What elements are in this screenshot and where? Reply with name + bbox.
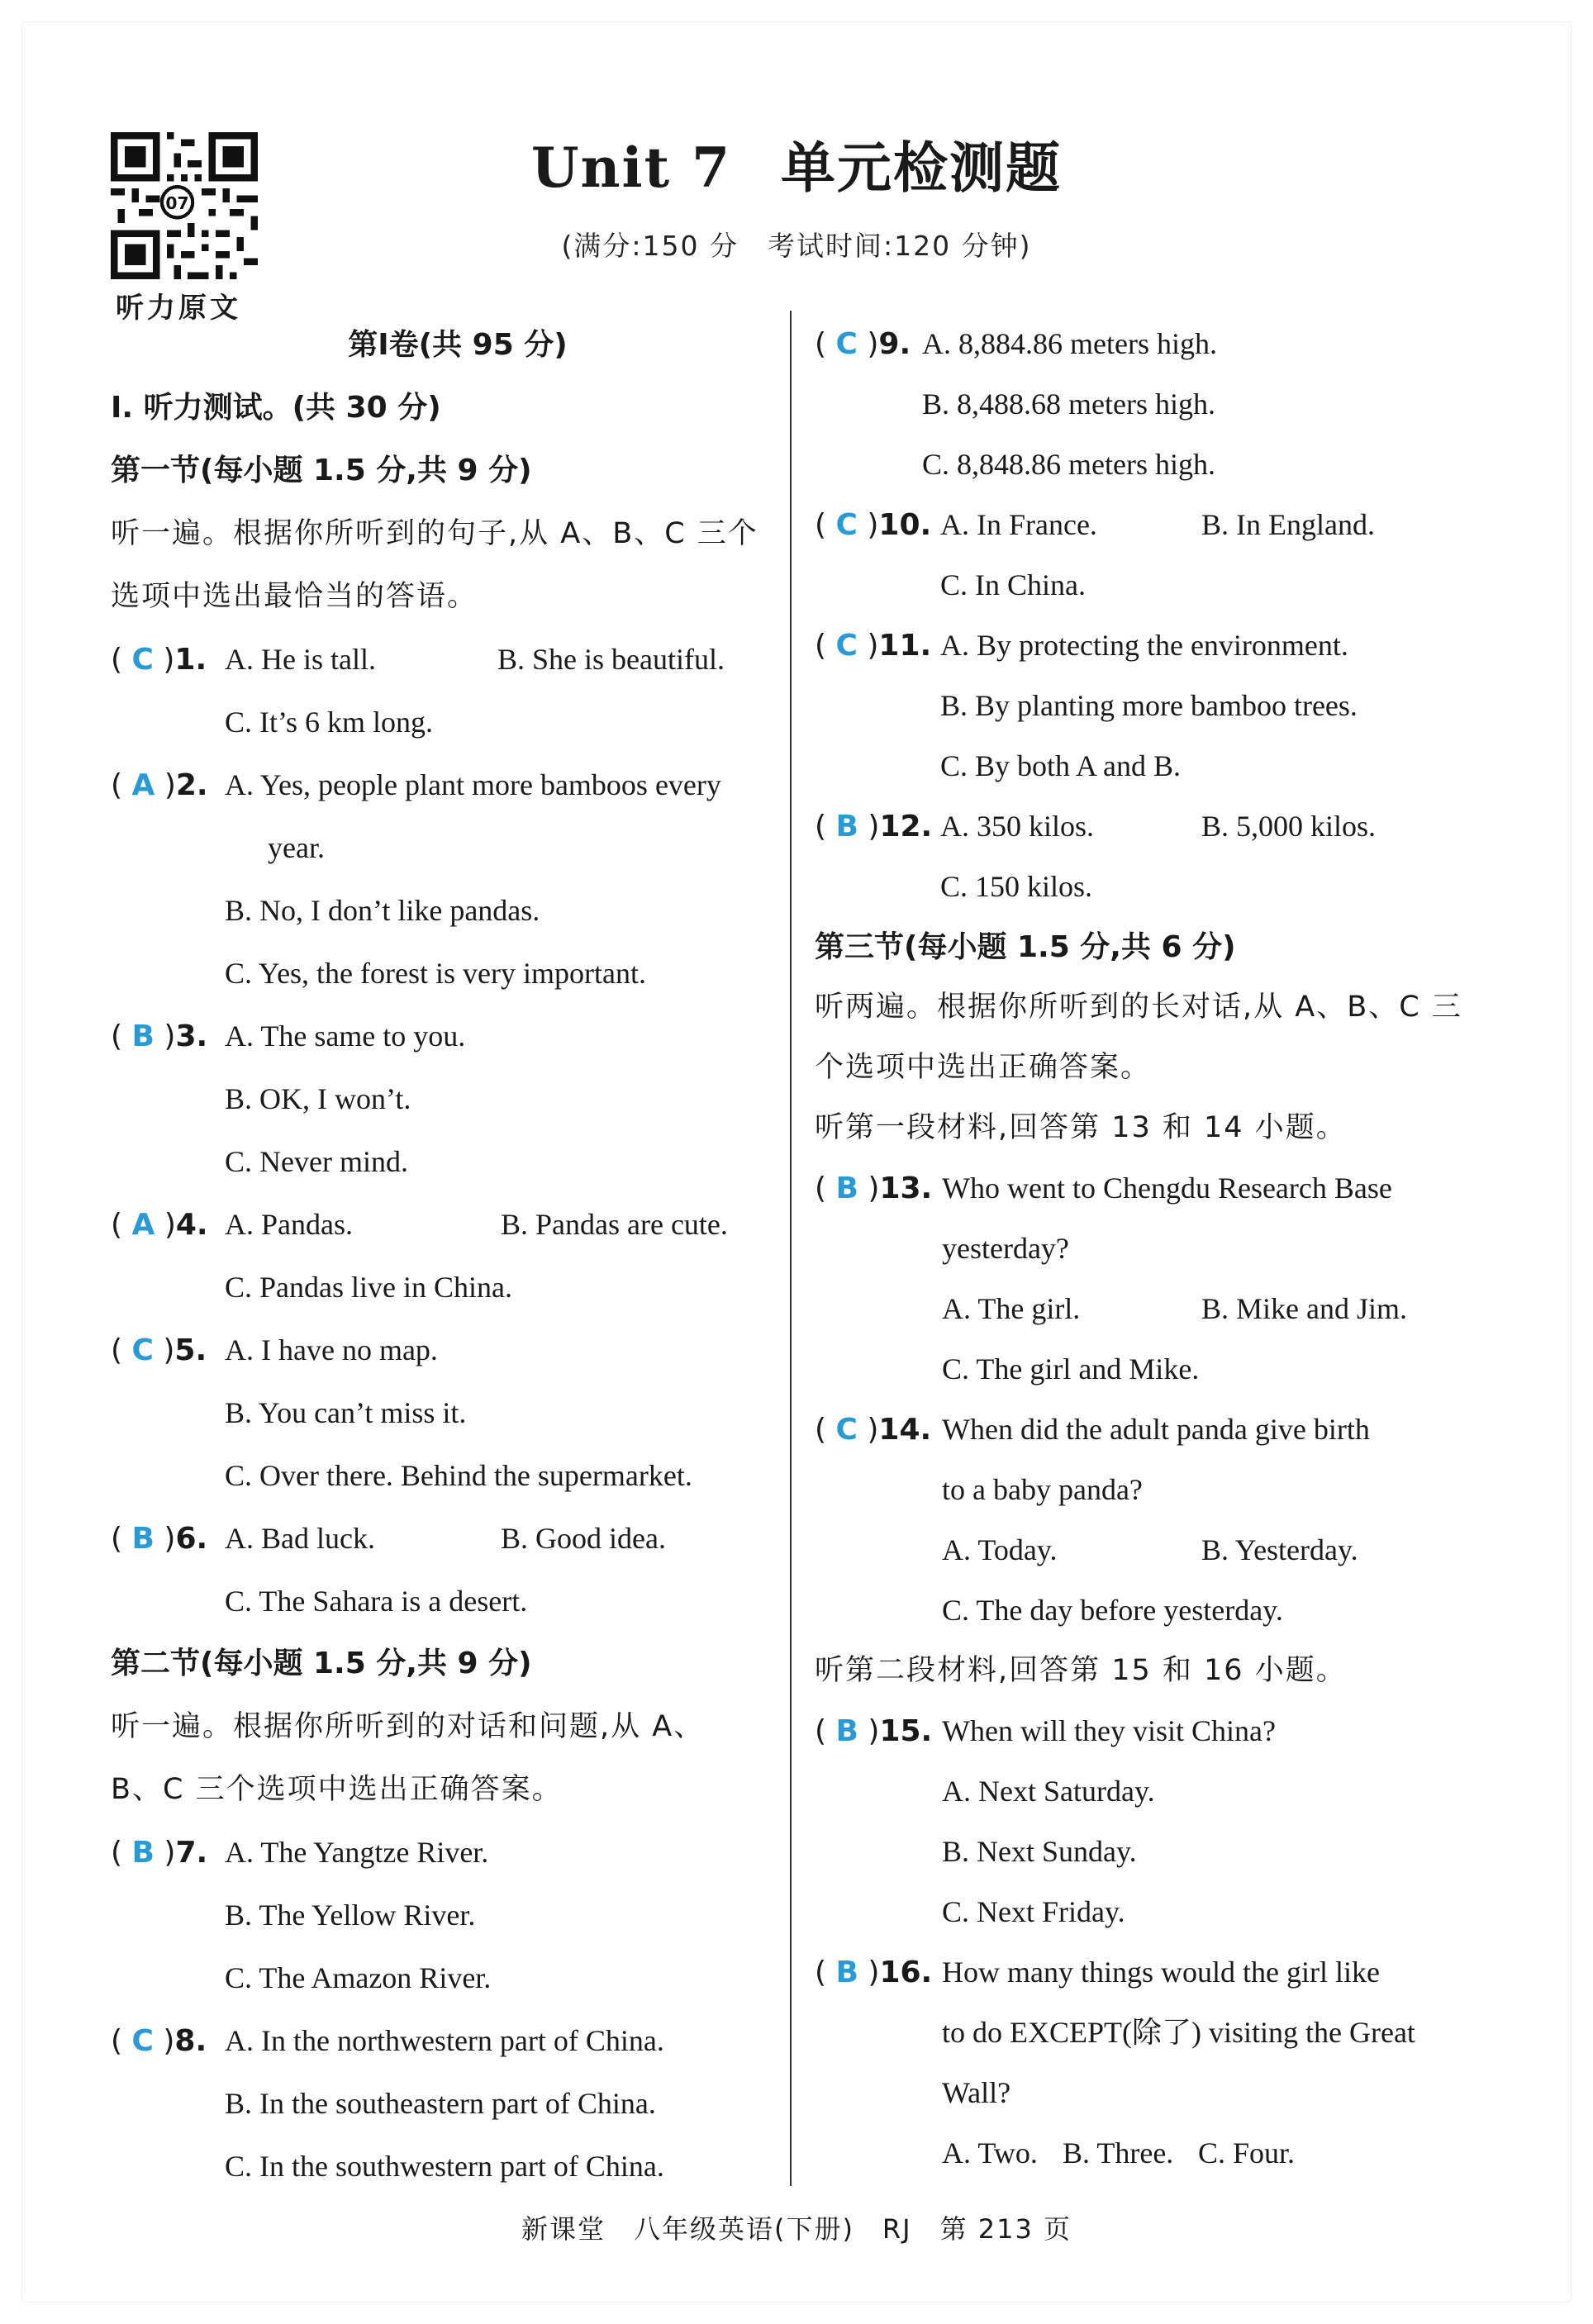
option-a: A. By protecting the environment. [940, 629, 1348, 662]
question-text: When will they visit China? [942, 1714, 1276, 1747]
question-1: ( C )1. A. He is tall. B. She is beautiful. [111, 628, 772, 691]
answer-q10: C [835, 508, 858, 542]
title-cn: 单元检测题 [781, 135, 1062, 200]
answer-q16: B [835, 1956, 858, 1989]
qnum-13: 13. [879, 1172, 933, 1205]
question-3: ( B )3. A. The same to you. [111, 1005, 772, 1067]
option-a: A. Yes, people plant more bamboos every [225, 768, 721, 801]
answer-q7: B [131, 1836, 155, 1870]
subsection-3-instruction: 听两遍。根据你所听到的长对话,从 A、B、C 三 [815, 991, 1462, 1024]
option-b: B. Pandas are cute. [501, 1208, 728, 1241]
question-text-cont-2: Wall? [942, 2076, 1011, 2109]
option-c: C. Never mind. [225, 1145, 408, 1178]
answer-q4: A [131, 1208, 155, 1242]
option-b: B. The Yellow River. [225, 1899, 476, 1932]
question-16: ( B )16. How many things would the girl like [815, 1942, 1492, 2003]
subsection-2-title: 第二节(每小题 1.5 分,共 9 分) [111, 1647, 532, 1680]
answer-q12: B [835, 810, 858, 844]
subsection-3-title: 第三节(每小题 1.5 分,共 6 分) [815, 930, 1236, 964]
question-10: ( C )10. A. In France. B. In England. [815, 495, 1492, 555]
question-text-cont: yesterday? [942, 1232, 1069, 1265]
qnum-16: 16. [879, 1956, 933, 1989]
option-b: B. She is beautiful. [497, 643, 725, 676]
option-c: C. 8,848.86 meters high. [922, 448, 1215, 481]
option-a: A. The Yangtze River. [225, 1836, 489, 1869]
answer-q5: C [131, 1333, 154, 1367]
answer-q8: C [131, 2024, 154, 2058]
option-a: A. He is tall. [225, 643, 376, 676]
question-text: How many things would the girl like [942, 1956, 1380, 1989]
question-12: ( B )12. A. 350 kilos. B. 5,000 kilos. [815, 796, 1492, 857]
subsection-1-instruction-cont: 选项中选出最恰当的答语。 [111, 580, 478, 613]
qnum-12: 12. [879, 810, 933, 844]
question-2: ( A )2. A. Yes, people plant more bamboos every [111, 753, 772, 816]
option-a: A. Bad luck. [225, 1522, 375, 1555]
subsection-2-instruction-cont: B、C 三个选项中选出正确答案。 [111, 1773, 563, 1806]
answer-q3: B [131, 1019, 155, 1053]
part-title: 第Ⅰ卷(共 95 分) [348, 328, 568, 362]
answer-q15: B [835, 1714, 858, 1748]
option-a: A. Next Saturday. [942, 1775, 1155, 1808]
question-6: ( B )6. A. Bad luck. B. Good idea. [111, 1507, 772, 1570]
option-a: A. Two. [942, 2136, 1038, 2170]
option-b: B. OK, I won’t. [225, 1082, 411, 1115]
question-14: ( C )14. When did the adult panda give birth [815, 1400, 1492, 1460]
option-a: A. The girl. [942, 1292, 1081, 1325]
qnum-15: 15. [879, 1714, 933, 1748]
option-c: C. The Sahara is a desert. [225, 1585, 528, 1618]
subsection-3-instruction-cont: 个选项中选出正确答案。 [815, 1051, 1152, 1084]
option-a: A. The same to you. [225, 1019, 466, 1053]
question-9: ( C )9. A. 8,884.86 meters high. [815, 314, 1492, 374]
option-b: B. 5,000 kilos. [1201, 810, 1377, 843]
option-c: C. Yes, the forest is very important. [225, 957, 646, 990]
option-b: B. Next Sunday. [942, 1835, 1137, 1868]
qnum-2: 2. [175, 768, 208, 802]
option-c: C. Next Friday. [942, 1895, 1125, 1928]
material-2-note: 听第二段材料,回答第 15 和 16 小题。 [815, 1654, 1347, 1687]
option-b: B. 8,488.68 meters high. [922, 387, 1215, 421]
qnum-10: 10. [878, 508, 932, 542]
option-c: C. In China. [940, 568, 1086, 601]
material-1-note: 听第一段材料,回答第 13 和 14 小题。 [815, 1111, 1347, 1144]
answer-q11: C [835, 629, 858, 663]
answer-q9: C [835, 327, 858, 361]
option-c: C. Four. [1198, 2136, 1296, 2170]
option-c: C. 150 kilos. [940, 870, 1093, 903]
option-c: C. The Amazon River. [225, 1961, 492, 1994]
question-text-cont: to a baby panda? [942, 1473, 1143, 1506]
qnum-4: 4. [175, 1208, 208, 1242]
qnum-8: 8. [174, 2024, 207, 2058]
question-text: When did the adult panda give birth [942, 1413, 1370, 1446]
qnum-14: 14. [878, 1413, 932, 1447]
question-text-cont: to do EXCEPT(除了) visiting the Great [942, 2016, 1415, 2049]
option-a: A. Pandas. [225, 1208, 353, 1241]
qnum-1: 1. [174, 643, 207, 677]
option-c: C. In the southwestern part of China. [225, 2150, 664, 2183]
question-13: ( B )13. Who went to Chengdu Research Base [815, 1158, 1492, 1219]
option-a: A. In the northwestern part of China. [225, 2024, 664, 2057]
option-a: A. 350 kilos. [940, 810, 1095, 843]
option-b: B. Mike and Jim. [1201, 1292, 1407, 1325]
option-b: B. By planting more bamboo trees. [940, 689, 1358, 722]
option-b: B. Three. [1063, 2136, 1174, 2170]
option-a-cont: year. [268, 831, 325, 864]
question-11: ( C )11. A. By protecting the environment. [815, 615, 1492, 676]
answer-q1: C [131, 643, 154, 677]
option-a: A. Today. [942, 1533, 1058, 1566]
answer-q13: B [835, 1172, 858, 1205]
question-15: ( B )15. When will they visit China? [815, 1701, 1492, 1761]
option-c: C. Over there. Behind the supermarket. [225, 1459, 692, 1492]
option-c: C. It’s 6 km long. [225, 706, 434, 739]
option-a: A. In France. [940, 508, 1097, 541]
page-subtitle: (满分:150 分 考试时间:120 分钟) [561, 230, 1032, 262]
qnum-6: 6. [175, 1522, 208, 1556]
option-a: A. I have no map. [225, 1333, 438, 1366]
section-listening-title: Ⅰ. 听力测试。(共 30 分) [111, 391, 441, 425]
qnum-7: 7. [175, 1836, 208, 1870]
left-column [111, 314, 772, 2198]
option-c: C. Pandas live in China. [225, 1271, 512, 1304]
qr-caption: 听力原文 [116, 292, 241, 325]
question-text: Who went to Chengdu Research Base [942, 1172, 1392, 1205]
question-7: ( B )7. A. The Yangtze River. [111, 1821, 772, 1884]
qnum-3: 3. [175, 1019, 208, 1053]
answer-q14: C [835, 1413, 858, 1447]
option-c: C. The girl and Mike. [942, 1352, 1200, 1385]
qnum-5: 5. [174, 1333, 207, 1367]
question-8: ( C )8. A. In the northwestern part of China. [111, 2009, 772, 2072]
right-column [815, 314, 1492, 2184]
qnum-11: 11. [878, 629, 932, 663]
subsection-1-title: 第一节(每小题 1.5 分,共 9 分) [111, 454, 532, 487]
option-b: B. Yesterday. [1201, 1533, 1358, 1566]
page-footer: 新课堂 八年级英语(下册) RJ 第 213 页 [521, 2213, 1072, 2245]
column-divider [790, 311, 792, 2186]
title-unit: Unit 7 [530, 135, 731, 200]
option-a: A. 8,884.86 meters high. [922, 327, 1217, 360]
option-b: B. In the southeastern part of China. [225, 2087, 656, 2120]
option-b: B. Good idea. [501, 1522, 666, 1555]
option-b: B. No, I don’t like pandas. [225, 894, 540, 927]
option-b: B. You can’t miss it. [225, 1396, 467, 1429]
option-c: C. By both A and B. [940, 749, 1182, 782]
answer-q2: A [131, 768, 155, 802]
qr-badge: 07 [165, 193, 189, 214]
qnum-9: 9. [878, 327, 911, 361]
option-b: B. In England. [1201, 508, 1375, 541]
option-c: C. The day before yesterday. [942, 1594, 1283, 1627]
question-4: ( A )4. A. Pandas. B. Pandas are cute. [111, 1193, 772, 1256]
subsection-1-instruction: 听一遍。根据你所听到的句子,从 A、B、C 三个 [111, 517, 758, 550]
subsection-2-instruction: 听一遍。根据你所听到的对话和问题,从 A、 [111, 1710, 705, 1743]
question-5: ( C )5. A. I have no map. [111, 1319, 772, 1381]
answer-q6: B [131, 1522, 155, 1556]
page-title [0, 124, 1593, 202]
